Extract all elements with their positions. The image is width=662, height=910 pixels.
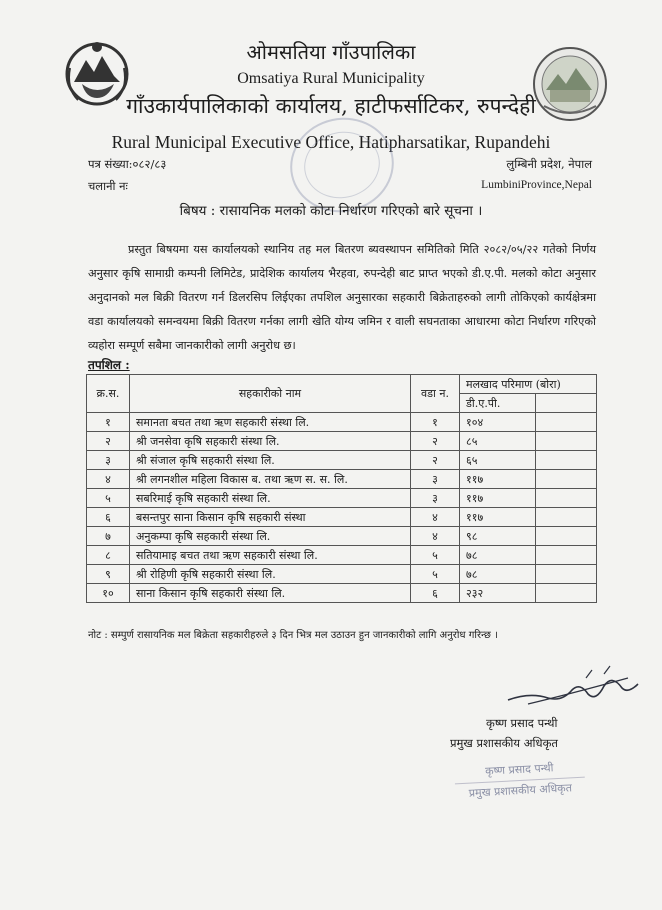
- table-row: [87, 451, 597, 470]
- cell-serial: ६: [87, 508, 130, 527]
- table-row: [87, 527, 597, 546]
- cell-ward: ३: [411, 489, 460, 508]
- table-label: तपशिल :: [88, 358, 130, 372]
- cell-name: श्री जनसेवा कृषि सहकारी संस्था लि.: [130, 432, 411, 451]
- cell-empty: [536, 470, 597, 489]
- table-row: [87, 470, 597, 489]
- cell-ward: ५: [411, 546, 460, 565]
- cell-ward: २: [411, 432, 460, 451]
- cell-serial: १०: [87, 584, 130, 603]
- cell-empty: [536, 413, 597, 432]
- table-row: [87, 413, 597, 432]
- office-name-nepali: गाँउकार्यपालिकाको कार्यालय, हाटीफर्साटिकर, रुपन्देही: [126, 94, 536, 118]
- cell-name: श्री रोहिणी कृषि सहकारी संस्था लि.: [130, 565, 411, 584]
- header-name: सहकारीको नाम: [130, 375, 411, 413]
- cell-dap: ६५: [460, 451, 536, 470]
- table-row: [87, 565, 597, 584]
- dispatch-number: चलानी नः: [88, 179, 128, 193]
- signatory-name: कृष्ण प्रसाद पन्थी: [486, 716, 558, 730]
- cell-dap: ८५: [460, 432, 536, 451]
- municipality-name-english: Omsatiya Rural Municipality: [237, 70, 425, 87]
- table-row: [87, 432, 597, 451]
- header-quantity: मलखाद परिमाण (बोरा): [460, 375, 597, 394]
- cell-empty: [536, 489, 597, 508]
- header-empty: [536, 394, 597, 413]
- cell-serial: २: [87, 432, 130, 451]
- signature-scribble: [500, 664, 650, 714]
- table-row: [87, 508, 597, 527]
- cell-name: अनुकम्पा कृषि सहकारी संस्था लि.: [130, 527, 411, 546]
- reference-number: पत्र संख्या:०८२/८३: [88, 157, 167, 171]
- cell-dap: ७८: [460, 546, 536, 565]
- cell-ward: ५: [411, 565, 460, 584]
- cooperatives-table: [86, 374, 597, 603]
- header-dap: डी.ए.पी.: [460, 394, 536, 413]
- cell-ward: १: [411, 413, 460, 432]
- cell-dap: ११७: [460, 470, 536, 489]
- signatory-title: प्रमुख प्रशासकीय अधिकृत: [450, 736, 558, 750]
- cell-serial: ५: [87, 489, 130, 508]
- office-name-english: Rural Municipal Executive Office, Hatipharsatikar, Rupandehi: [111, 132, 551, 152]
- cell-name: सतियामाइ बचत तथा ऋण सहकारी संस्था लि.: [130, 546, 411, 565]
- seal-name: कृष्ण प्रसाद पन्थी: [454, 757, 585, 785]
- cell-name: समानता बचत तथा ऋण सहकारी संस्था लि.: [130, 413, 411, 432]
- cell-serial: ४: [87, 470, 130, 489]
- cell-dap: ११७: [460, 508, 536, 527]
- name-seal: [454, 757, 586, 810]
- footnote: नोट : सम्पुर्ण रासायनिक मल बिक्रेता सहकारीहरुले ३ दिन भित्र मल उठाउन हुन जानकारीको लागि अनुरोध गरिन्छ ।: [88, 630, 498, 641]
- cell-dap: १०४: [460, 413, 536, 432]
- cell-empty: [536, 508, 597, 527]
- cell-dap: ११७: [460, 489, 536, 508]
- cell-name: श्री लगनशील महिला विकास ब. तथा ऋण स. स. लि.: [130, 470, 411, 489]
- table-row: [87, 489, 597, 508]
- cell-serial: १: [87, 413, 130, 432]
- cell-ward: ४: [411, 508, 460, 527]
- cell-serial: ३: [87, 451, 130, 470]
- cell-ward: ६: [411, 584, 460, 603]
- subject-line: बिषय : रासायनिक मलको कोटा निर्धारण गरिएको बारे सूचना ।: [179, 203, 483, 219]
- cell-ward: २: [411, 451, 460, 470]
- cell-empty: [536, 546, 597, 565]
- table-header-row: [87, 375, 597, 394]
- body-text: प्रस्तुत बिषयमा यस कार्यालयको स्थानिय तह मल बितरण ब्यवस्थापन समितिको मिति २०८२/०५/२२ गतेको निर्णय अनुसार कृषि सामाग्री कम्पनी लिमिटेड, प्रादेशिक कार्यालय भैरहवा, रुपन्देही बाट प्राप्त भएको डी.ए.पी. मलको कोटा अनुसार अनुदानको मल बिक्री वितरण गर्न डिलरसिप लिईएका तपशिल अनुसारका सहकारी बिक्रेताहरुको लागी तोकिएको कार्यक्षेत्रमा वडा कार्यालयको समन्वयमा बिक्री वितरण गर्नका लागी खेति योग्य जमिन र वाली सघनताका आधारमा कोटा निर्धारण गरिएको व्यहोरा सम्पूर्ण सबैमा जानकारीको लागी अनुरोध छ।: [88, 243, 596, 352]
- cell-empty: [536, 432, 597, 451]
- cell-empty: [536, 527, 597, 546]
- province-nepali: लुम्बिनी प्रदेश, नेपाल: [506, 157, 592, 171]
- cell-ward: ४: [411, 527, 460, 546]
- seal-title: प्रमुख प्रशासकीय अधिकृत: [468, 781, 573, 800]
- cell-serial: ८: [87, 546, 130, 565]
- cell-dap: २३२: [460, 584, 536, 603]
- cell-dap: ९८: [460, 527, 536, 546]
- municipality-logo-icon: [530, 44, 610, 124]
- municipality-name-nepali: ओमसतिया गाँउपालिका: [246, 40, 416, 64]
- cell-ward: ३: [411, 470, 460, 489]
- header-ward: वडा न.: [411, 375, 460, 413]
- body-paragraph: [88, 238, 596, 358]
- cell-serial: ७: [87, 527, 130, 546]
- cell-name: साना किसान कृषि सहकारी संस्था लि.: [130, 584, 411, 603]
- table-row: [87, 584, 597, 603]
- cell-empty: [536, 584, 597, 603]
- cell-name: बसन्तपुर साना किसान कृषि सहकारी संस्था: [130, 508, 411, 527]
- cell-serial: ९: [87, 565, 130, 584]
- cell-name: सबरिमाई कृषि सहकारी संस्था लि.: [130, 489, 411, 508]
- province-english: LumbiniProvince,Nepal: [481, 179, 592, 191]
- table-row: [87, 546, 597, 565]
- cell-empty: [536, 451, 597, 470]
- header-serial: क्र.स.: [87, 375, 130, 413]
- cell-name: श्री संजाल कृषि सहकारी संस्था लि.: [130, 451, 411, 470]
- cell-empty: [536, 565, 597, 584]
- cell-dap: ७८: [460, 565, 536, 584]
